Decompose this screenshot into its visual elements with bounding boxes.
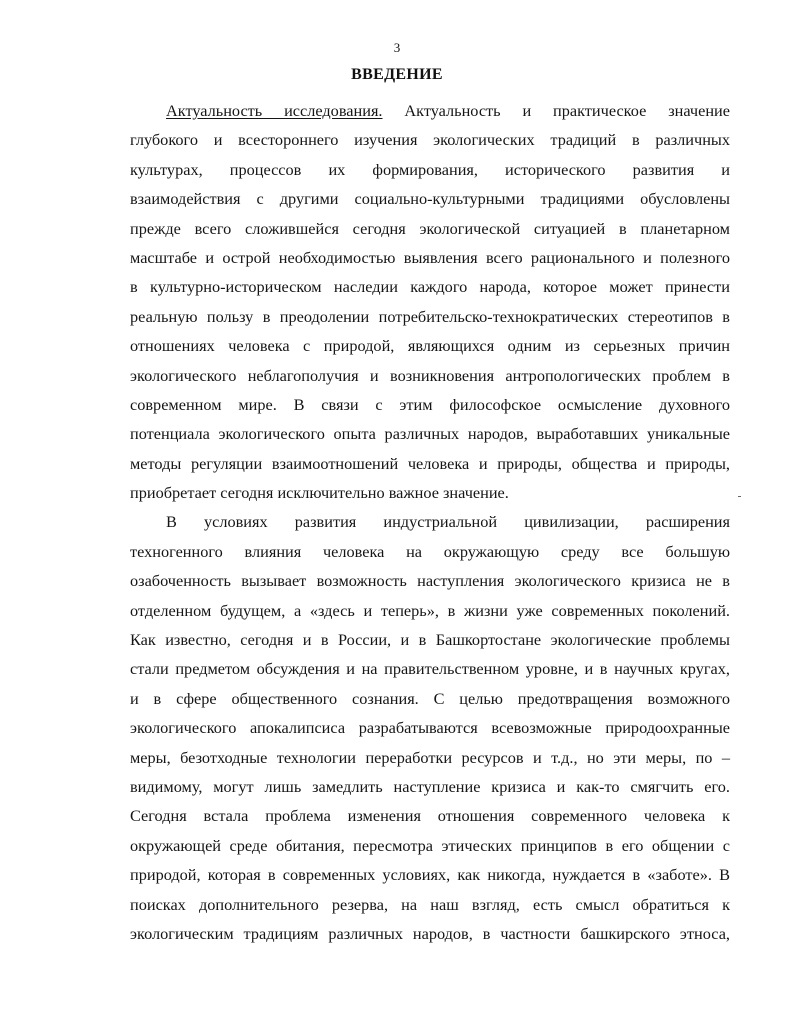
text-line: Актуальность исследования. Актуальность и практическое значение [166, 101, 730, 120]
text-line: и в сфере общественного сознания. С целью предотвращения возможного [130, 688, 730, 708]
document-body [130, 96, 730, 948]
paragraph-2 [130, 507, 730, 948]
text-line: Как известно, сегодня и в России, и в Башкортостане экологические проблемы [130, 630, 730, 650]
text-line: экологическим традициям различных народов, в частности башкирского этноса, [130, 923, 730, 943]
text-line: меры, безотходные технологии переработки ресурсов и т.д., но эти меры, по – [130, 747, 730, 767]
text-line: отделенном будущем, а «здесь и теперь», в жизни уже современных поколений. [130, 600, 730, 620]
page-title: ВВЕДЕНИЕ [351, 66, 443, 83]
text-line: техногенного влияния человека на окружающую среду все большую [130, 541, 730, 561]
text-line: взаимодействия с другими социально-культурными традициями обусловлены [130, 189, 730, 209]
scan-artifact-mark [738, 496, 741, 497]
text-line: окружающей среде обитания, пересмотра этических принципов в его общении с [130, 835, 730, 855]
text-line: видимому, могут лишь замедлить наступление кризиса и как-то смягчить его. [130, 776, 730, 796]
text-line: В условиях развития индустриальной цивилизации, расширения [166, 512, 730, 532]
text-line: экологического апокалипсиса разрабатываются всевозможные природоохранные [130, 718, 730, 738]
text-line: отношениях человека с природой, являющихся одним из серьезных причин [130, 336, 730, 356]
text-line: в культурно-историческом наследии каждого народа, которое может принести [130, 277, 730, 297]
section-lead-underlined: Актуальность исследования. [166, 101, 383, 120]
page-number: 3 [393, 40, 401, 55]
text-line: приобретает сегодня исключительно важное значение. [130, 483, 509, 503]
text-line: методы регуляции взаимоотношений человека и природы, общества и природы, [130, 453, 730, 473]
text-line: Сегодня встала проблема изменения отношения современного человека к [130, 806, 730, 826]
text-line: прежде всего сложившейся сегодня экологической ситуацией в планетарном [130, 218, 730, 238]
text-line: культурах, процессов их формирования, исторического развития и [130, 159, 730, 179]
text-line: современном мире. В связи с этим философское осмысление духовного [130, 394, 730, 414]
text-line: реальную пользу в преодолении потребительско-технократических стереотипов в [130, 306, 730, 326]
text-line: поисках дополнительного резерва, на наш взгляд, есть смысл обратиться к [130, 894, 730, 914]
paragraph-1 [130, 96, 730, 507]
text-line: природой, которая в современных условиях, как никогда, нуждается в «заботе». В [130, 865, 730, 885]
text-line: глубокого и всестороннего изучения экологических традиций в различных [130, 130, 730, 150]
text-line: стали предметом обсуждения и на правительственном уровне, и в научных кругах, [130, 659, 730, 679]
text-line: озабоченность вызывает возможность наступления экологического кризиса не в [130, 571, 730, 591]
text-line: экологического неблагополучия и возникновения антропологических проблем в [130, 365, 730, 385]
text-line: масштабе и острой необходимостью выявления всего рационального и полезного [130, 247, 730, 267]
text-line: потенциала экологического опыта различных народов, выработавших уникальные [130, 424, 730, 444]
